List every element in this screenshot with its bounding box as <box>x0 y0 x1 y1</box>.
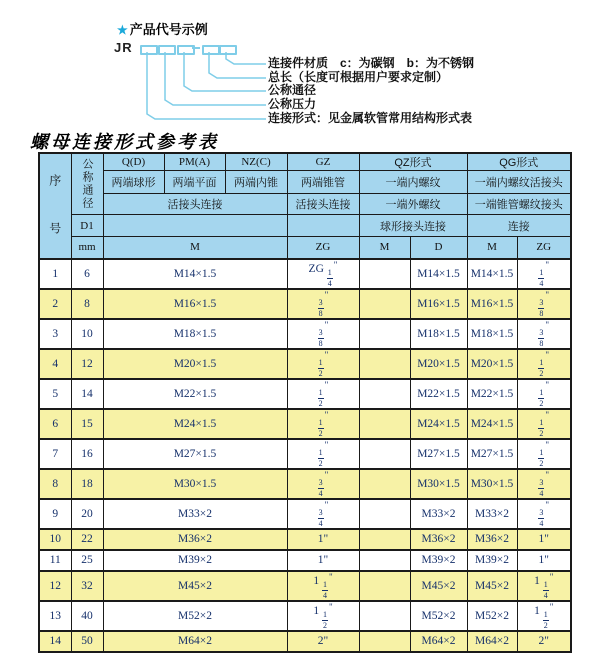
table-row <box>39 379 571 409</box>
cell-qz-m <box>359 439 410 469</box>
cell-qz-d: M18×1.5 <box>410 319 467 349</box>
cell-mm: 50 <box>71 631 103 652</box>
cell-m: M16×1.5 <box>103 289 287 319</box>
cell-qg-m: M24×1.5 <box>467 409 517 439</box>
header-union-connection: 活接头连接 <box>103 194 287 215</box>
header-gz-desc: 两端锥管 <box>287 171 359 194</box>
label-connector-material: 连接件材质 c：为碳钢 b：为不锈钢 <box>268 56 475 70</box>
cell-m: M24×1.5 <box>103 409 287 439</box>
cell-seq: 10 <box>39 529 71 550</box>
header-row-5 <box>39 237 571 259</box>
cell-qg-zg: $\frac{1}{4}$ " <box>517 259 571 289</box>
cell-zg: $\frac{3}{4}$ " <box>287 469 359 499</box>
cell-qz-d: M33×2 <box>410 499 467 529</box>
cell-qz-m <box>359 529 410 550</box>
cell-seq: 11 <box>39 550 71 571</box>
cell-zg: $\frac{1}{2}$ " <box>287 379 359 409</box>
cell-m: M33×2 <box>103 499 287 529</box>
header-pm: PM(A) <box>164 153 225 171</box>
cell-qg-zg: $\frac{3}{4}$ " <box>517 499 571 529</box>
cell-qz-m <box>359 469 410 499</box>
cell-zg: 1 $\frac{1}{4}$ " <box>287 571 359 601</box>
cell-qg-m: M52×2 <box>467 601 517 631</box>
cell-qz-d: M30×1.5 <box>410 469 467 499</box>
cell-qg-m: M39×2 <box>467 550 517 571</box>
label-total-length: 总长（长度可根据用户要求定制） <box>268 70 449 84</box>
header-nominal-diameter-label: 公称通径 <box>81 157 93 210</box>
cell-qz-d: M14×1.5 <box>410 259 467 289</box>
cell-qz-m <box>359 319 410 349</box>
cell-mm: 12 <box>71 349 103 379</box>
cell-m: M14×1.5 <box>103 259 287 289</box>
cell-qg-m: M45×2 <box>467 571 517 601</box>
cell-qz-m <box>359 349 410 379</box>
cell-qg-m: M22×1.5 <box>467 379 517 409</box>
cell-qg-m: M30×1.5 <box>467 469 517 499</box>
cell-qg-m: M64×2 <box>467 631 517 652</box>
cell-qz-d: M16×1.5 <box>410 289 467 319</box>
cell-seq: 5 <box>39 379 71 409</box>
cell-qz-d: M20×1.5 <box>410 349 467 379</box>
table-row <box>39 349 571 379</box>
cell-seq: 13 <box>39 601 71 631</box>
header-row-1 <box>39 153 571 171</box>
cell-qg-zg: $\frac{1}{2}$ " <box>517 439 571 469</box>
cell-m: M20×1.5 <box>103 349 287 379</box>
cell-m: M36×2 <box>103 529 287 550</box>
header-q: Q(D) <box>103 153 164 171</box>
header-qg-connection: 连接 <box>467 215 571 237</box>
cell-mm: 40 <box>71 601 103 631</box>
cell-qg-zg: 1" <box>517 550 571 571</box>
cell-qz-m <box>359 601 410 631</box>
header-nz: NZ(C) <box>225 153 287 171</box>
header-row-3 <box>39 194 571 215</box>
cell-qg-zg: $\frac{3}{8}$ " <box>517 289 571 319</box>
cell-m: M22×1.5 <box>103 379 287 409</box>
cell-qg-zg: $\frac{1}{2}$ " <box>517 409 571 439</box>
cell-zg: 1" <box>287 550 359 571</box>
cell-mm: 16 <box>71 439 103 469</box>
cell-qg-m: M14×1.5 <box>467 259 517 289</box>
cell-zg: $\frac{3}{8}$ " <box>287 289 359 319</box>
cell-qg-m: M16×1.5 <box>467 289 517 319</box>
cell-seq: 6 <box>39 409 71 439</box>
cell-qz-d: M22×1.5 <box>410 379 467 409</box>
cell-qz-m <box>359 289 410 319</box>
table-row <box>39 439 571 469</box>
header-qz-m: M <box>359 237 410 259</box>
header-m-thread: M <box>103 237 287 259</box>
header-row-2 <box>39 171 571 194</box>
cell-seq: 3 <box>39 319 71 349</box>
cell-qz-d: M52×2 <box>410 601 467 631</box>
cell-m: M45×2 <box>103 571 287 601</box>
cell-qg-zg: $\frac{1}{2}$ " <box>517 379 571 409</box>
cell-qg-m: M36×2 <box>467 529 517 550</box>
header-gz: GZ <box>287 153 359 171</box>
cell-zg: $\frac{1}{2}$ " <box>287 349 359 379</box>
cell-qz-m <box>359 571 410 601</box>
cell-mm: 6 <box>71 259 103 289</box>
cell-seq: 9 <box>39 499 71 529</box>
table-row <box>39 550 571 571</box>
cell-qg-zg: 1 $\frac{1}{2}$ " <box>517 601 571 631</box>
header-qg-desc1: 一端内螺纹活接头 <box>467 171 571 194</box>
cell-seq: 8 <box>39 469 71 499</box>
header-d1: D1 <box>71 215 103 237</box>
cell-qg-m: M27×1.5 <box>467 439 517 469</box>
cell-seq: 14 <box>39 631 71 652</box>
header-mm-unit: mm <box>71 237 103 259</box>
cell-zg: $\frac{3}{4}$ " <box>287 499 359 529</box>
table-row <box>39 601 571 631</box>
cell-qg-zg: 1 $\frac{1}{4}$ " <box>517 571 571 601</box>
table-row <box>39 409 571 439</box>
cell-qz-m <box>359 499 410 529</box>
cell-seq: 7 <box>39 439 71 469</box>
table-row <box>39 571 571 601</box>
cell-qg-zg: $\frac{3}{4}$ " <box>517 469 571 499</box>
cell-zg: $\frac{1}{2}$ " <box>287 439 359 469</box>
table-row <box>39 319 571 349</box>
label-nominal-diameter: 公称通径 <box>268 83 317 97</box>
cell-mm: 22 <box>71 529 103 550</box>
cell-m: M30×1.5 <box>103 469 287 499</box>
cell-mm: 25 <box>71 550 103 571</box>
cell-qz-d: M39×2 <box>410 550 467 571</box>
label-connection-form: 连接形式：见金属软管常用结构形式表 <box>268 111 473 125</box>
header-empty-gz <box>287 215 359 237</box>
header-nominal-diameter <box>71 153 103 215</box>
cell-mm: 32 <box>71 571 103 601</box>
header-seq <box>39 153 71 271</box>
cell-qg-zg: $\frac{1}{2}$ " <box>517 349 571 379</box>
cell-qg-m: M18×1.5 <box>467 319 517 349</box>
cell-m: M64×2 <box>103 631 287 652</box>
nut-connection-reference-table <box>38 152 572 653</box>
header-empty-m-span <box>103 215 287 237</box>
cell-qg-zg: 2" <box>517 631 571 652</box>
header-qg-form: QG形式 <box>467 153 571 171</box>
cell-qg-zg: 1" <box>517 529 571 550</box>
table-row <box>39 289 571 319</box>
header-row-4 <box>39 215 571 237</box>
cell-qg-zg: $\frac{3}{8}$ " <box>517 319 571 349</box>
product-code-example-label: 产品代号示例 <box>129 22 208 37</box>
cell-qg-m: M33×2 <box>467 499 517 529</box>
cell-zg: 1" <box>287 529 359 550</box>
header-q-desc: 两端球形 <box>103 171 164 194</box>
header-qg-zg: ZG <box>517 237 571 259</box>
cell-m: M39×2 <box>103 550 287 571</box>
star-icon: ★ <box>117 23 128 37</box>
cell-m: M27×1.5 <box>103 439 287 469</box>
cell-seq: 2 <box>39 289 71 319</box>
header-seq-label: 序号 <box>47 174 62 271</box>
cell-qz-m <box>359 409 410 439</box>
cell-zg: 1 $\frac{1}{2}$ " <box>287 601 359 631</box>
header-zg-thread: ZG <box>287 237 359 259</box>
header-qz-form: QZ形式 <box>359 153 467 171</box>
label-nominal-pressure: 公称压力 <box>268 97 317 111</box>
cell-m: M52×2 <box>103 601 287 631</box>
cell-qz-d: M64×2 <box>410 631 467 652</box>
table-row <box>39 469 571 499</box>
cell-qz-d: M36×2 <box>410 529 467 550</box>
header-qz-connection: 球形接头连接 <box>359 215 467 237</box>
table-row <box>39 259 571 289</box>
product-code-prefix: JR <box>114 40 133 55</box>
cell-qz-d: M24×1.5 <box>410 409 467 439</box>
cell-qz-d: M45×2 <box>410 571 467 601</box>
header-qg-m: M <box>467 237 517 259</box>
cell-zg: 2" <box>287 631 359 652</box>
header-qg-desc2: 一端锥管螺纹接头 <box>467 194 571 215</box>
cell-zg: ZG $\frac{1}{4}$ " <box>287 259 359 289</box>
cell-mm: 10 <box>71 319 103 349</box>
cell-seq: 12 <box>39 571 71 601</box>
cell-qz-m <box>359 550 410 571</box>
cell-qz-m <box>359 379 410 409</box>
cell-seq: 4 <box>39 349 71 379</box>
header-pm-desc: 两端平面 <box>164 171 225 194</box>
header-qz-desc2: 一端外螺纹 <box>359 194 467 215</box>
header-qz-d: D <box>410 237 467 259</box>
cell-m: M18×1.5 <box>103 319 287 349</box>
cell-qz-m <box>359 631 410 652</box>
table-row <box>39 631 571 652</box>
cell-mm: 15 <box>71 409 103 439</box>
header-nz-desc: 两端内锥 <box>225 171 287 194</box>
table-title: 螺母连接形式参考表 <box>30 132 219 153</box>
header-gz-connection: 活接头连接 <box>287 194 359 215</box>
header-qz-desc1: 一端内螺纹 <box>359 171 467 194</box>
table-row <box>39 499 571 529</box>
cell-mm: 14 <box>71 379 103 409</box>
cell-qz-d: M27×1.5 <box>410 439 467 469</box>
table-row <box>39 529 571 550</box>
cell-qz-m <box>359 259 410 289</box>
cell-zg: $\frac{1}{2}$ " <box>287 409 359 439</box>
cell-mm: 20 <box>71 499 103 529</box>
cell-mm: 18 <box>71 469 103 499</box>
cell-seq: 1 <box>39 259 71 289</box>
cell-mm: 8 <box>71 289 103 319</box>
cell-qg-m: M20×1.5 <box>467 349 517 379</box>
cell-zg: $\frac{3}{8}$ " <box>287 319 359 349</box>
